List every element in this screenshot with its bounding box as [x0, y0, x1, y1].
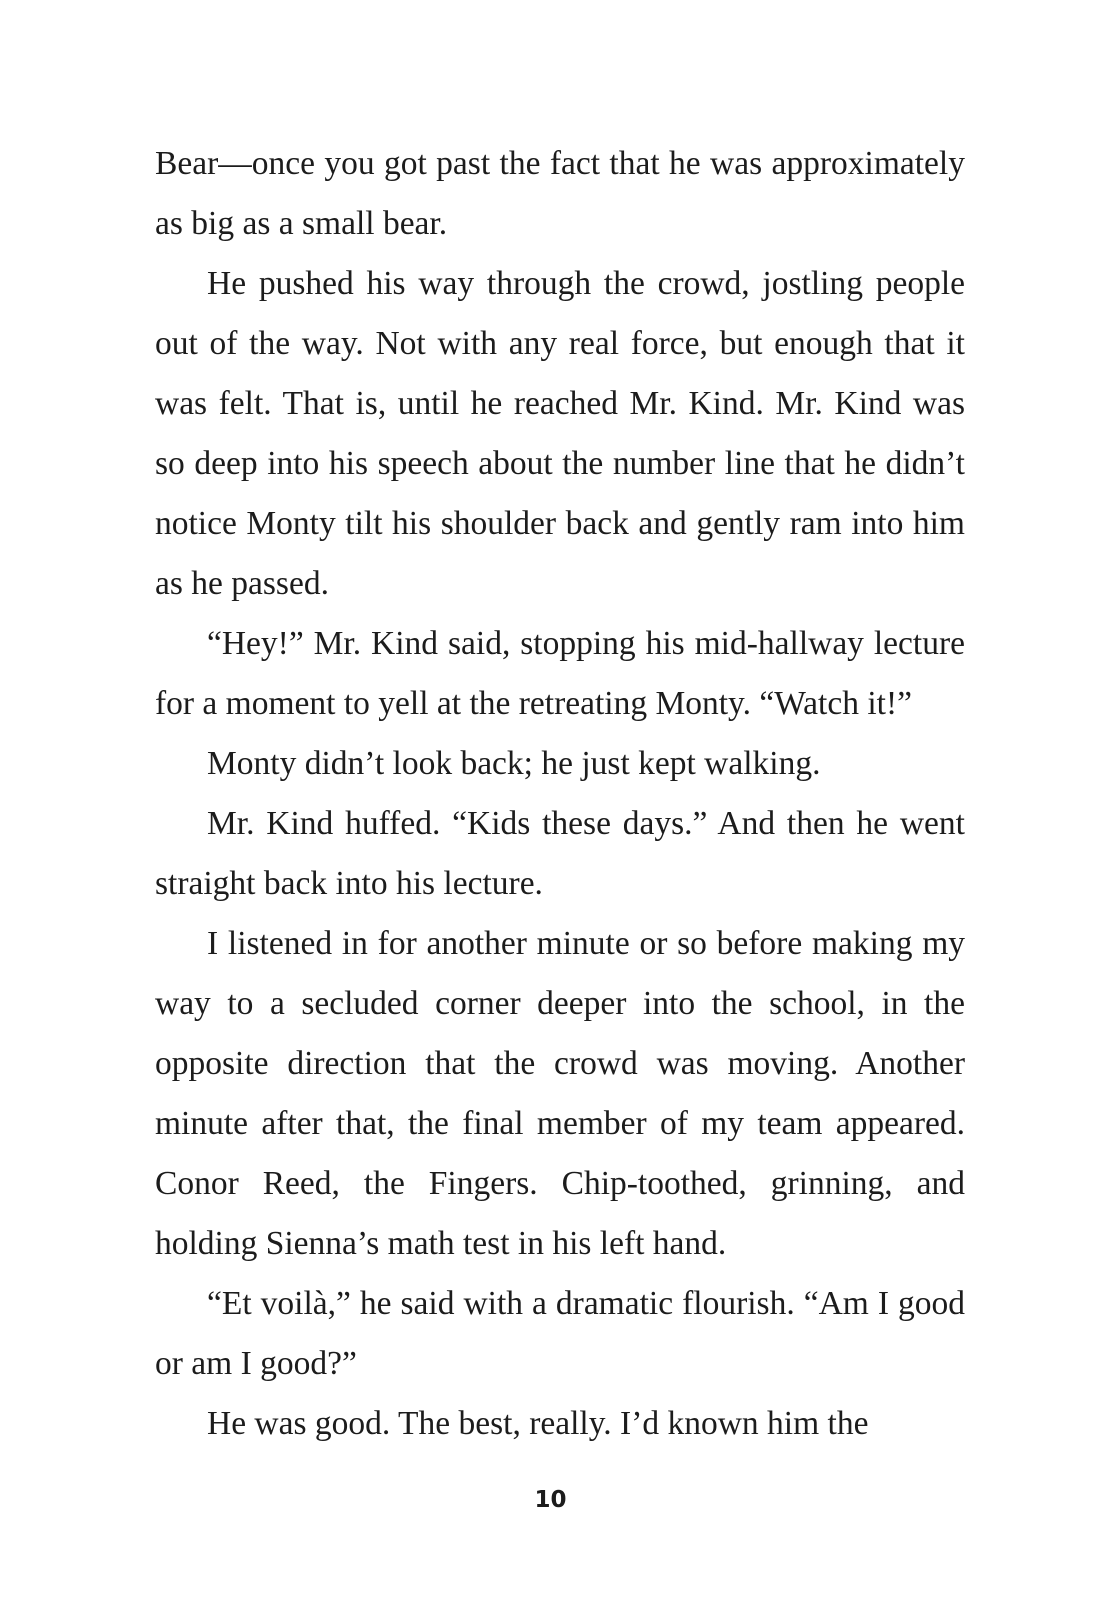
paragraph: Bear—once you got past the fact that he was approximately as big as a small bear.	[155, 145, 965, 242]
page-body	[155, 134, 965, 1454]
paragraph: He pushed his way through the crowd, jostling people out of the way. Not with any real force, but enough that it was felt. That is, until he reached Mr. Kind. Mr. Kind was so deep into his speech about the number line that he didn’t notice Monty tilt his shoulder back and gently ram into him as he passed.	[155, 265, 965, 602]
paragraph: “Et voilà,” he said with a dramatic flourish. “Am I good or am I good?”	[155, 1285, 965, 1382]
paragraph: He was good. The best, really. I’d known him the	[207, 1405, 869, 1442]
paragraph: “Hey!” Mr. Kind said, stopping his mid-hallway lecture for a moment to yell at the retreating Monty. “Watch it!”	[155, 625, 965, 722]
page-number: 10	[534, 1487, 567, 1513]
paragraph: I listened in for another minute or so before making my way to a secluded corner deeper into the school, in the opposite direction that the crowd was moving. Another minute after that, the final member of my team appeared. Conor Reed, the Fingers. Chip-toothed, grinning, and holding Sienna’s math test in his left hand.	[155, 925, 965, 1262]
paragraph: Mr. Kind huffed. “Kids these days.” And then he went straight back into his lecture.	[155, 805, 965, 902]
paragraph: Monty didn’t look back; he just kept walking.	[207, 745, 821, 782]
